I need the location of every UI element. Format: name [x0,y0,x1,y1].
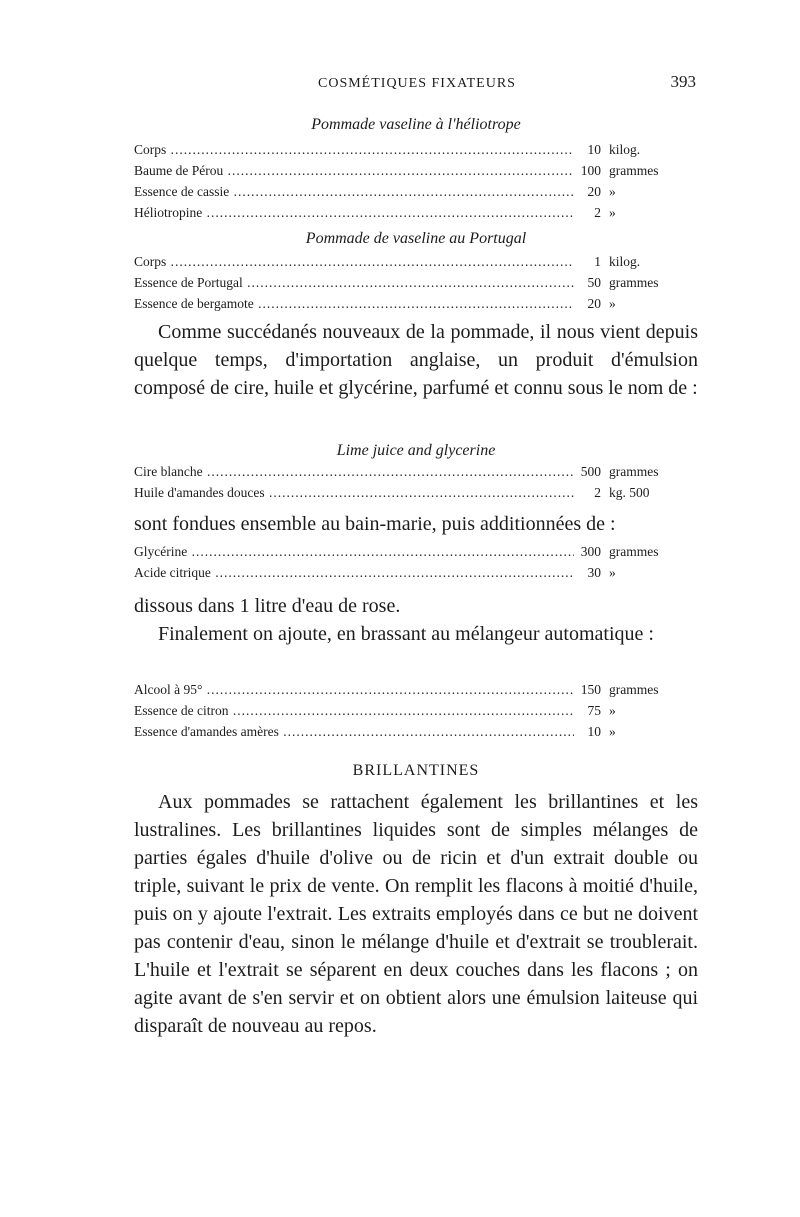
running-head: COSMÉTIQUES FIXATEURS [318,76,516,91]
recipe-row [134,703,698,724]
ingredient-qty: 20 [576,296,601,312]
recipe-title-portugal: Pommade de vaseline au Portugal [305,230,527,247]
recipe-table-heliotrope [134,142,698,226]
recipe-table-glycerine [134,544,698,586]
ingredient-unit: grammes [609,275,659,290]
ingredient-qty: 10 [576,724,601,740]
ingredient-qty: 2 [576,205,601,221]
ingredient-name: Essence de bergamote ..... [134,296,574,312]
paragraph-intro: Comme succédanés nouveaux de la pommade, il nous vient depuis quelque temps, d'importation anglaise, un produit d'émulsion composé de cire, huile et glycérine, parfumé et connu sous le nom de : [134,321,698,399]
ingredient-unit: » [609,565,616,580]
recipe-row [134,205,698,226]
recipe-row [134,254,698,275]
ingredient-name: Alcool à 95° ..... [134,682,574,698]
paragraph-brillantines: Aux pommades se rattachent également les brillantines et les lustralines. Les brillantines liquides sont de simples mélanges de parties égales d'huile d'olive ou de ricin et d'un extrait double ou triple, suivant le prix de vente. On remplit les flacons à moitié d'huile, puis on y ajoute l'extrait. Les extraits employés dans ce but ne doivent pas contenir d'eau, sinon le mélange d'huile et d'extrait se troublerait. L'huile et l'extrait se séparent en deux couches dans les flacons ; on agite avant de s'en servir et on obtient alors une émulsion laiteuse qui disparaît de nouveau au repos. [134,791,698,1037]
section-heading-brillantines: BRILLANTINES [352,762,480,779]
recipe-row [134,184,698,205]
ingredient-unit: » [609,184,616,199]
ingredient-qty: 2 [576,485,601,501]
ingredient-unit: » [609,296,616,311]
recipe-row [134,565,698,586]
recipe-row [134,544,698,565]
ingredient-qty: 150 [576,682,601,698]
ingredient-qty: 50 [576,275,601,291]
recipe-table-alcool [134,682,698,745]
ingredient-qty: 1 [576,254,601,270]
ingredient-unit: » [609,724,616,739]
recipe-row [134,275,698,296]
ingredient-unit: kilog. [609,254,641,269]
paragraph-dissous: dissous dans 1 litre d'eau de rose. [134,595,401,617]
recipe-row [134,724,698,745]
ingredient-unit: » [609,205,616,220]
ingredient-unit: grammes [609,464,659,479]
page-header [134,70,698,94]
ingredient-name: Essence d'amandes amères ..... [134,724,574,740]
ingredient-unit: grammes [609,682,659,697]
ingredient-qty: 500 [576,464,601,480]
recipe-title-heliotrope: Pommade vaseline à l'héliotrope [311,116,521,133]
ingredient-name: Essence de cassie ..... [134,184,574,200]
ingredient-name: Huile d'amandes douces ..... [134,485,574,501]
ingredient-name: Corps ..... [134,142,574,158]
recipe-table-portugal [134,254,698,317]
ingredient-qty: 300 [576,544,601,560]
ingredient-name: Baume de Pérou ..... [134,163,574,179]
recipe-title-lime-juice: Lime juice and glycerine [336,442,496,459]
recipe-row [134,296,698,317]
ingredient-unit: grammes [609,163,659,178]
paragraph-fondues: sont fondues ensemble au bain-marie, puis additionnées de : [134,513,616,535]
ingredient-qty: 10 [576,142,601,158]
ingredient-name: Corps ..... [134,254,574,270]
ingredient-unit: kg. 500 [609,485,650,500]
ingredient-name: Essence de citron ..... [134,703,574,719]
ingredient-qty: 100 [576,163,601,179]
ingredient-unit: kilog. [609,142,641,157]
ingredient-qty: 30 [576,565,601,581]
paragraph-finalement: Finalement on ajoute, en brassant au mélangeur automatique : [158,623,654,645]
ingredient-name: Cire blanche ..... [134,464,574,480]
recipe-row [134,682,698,703]
recipe-row [134,485,698,506]
ingredient-unit: » [609,703,616,718]
recipe-row [134,163,698,184]
ingredient-qty: 75 [576,703,601,719]
ingredient-qty: 20 [576,184,601,200]
ingredient-name: Héliotropine ..... [134,205,574,221]
recipe-row [134,142,698,163]
ingredient-unit: grammes [609,544,659,559]
page-number: 393 [670,72,696,91]
ingredient-name: Essence de Portugal ..... [134,275,574,291]
recipe-row [134,464,698,485]
ingredient-name: Acide citrique ..... [134,565,574,581]
ingredient-name: Glycérine ..... [134,544,574,560]
recipe-table-lime-juice [134,464,698,506]
